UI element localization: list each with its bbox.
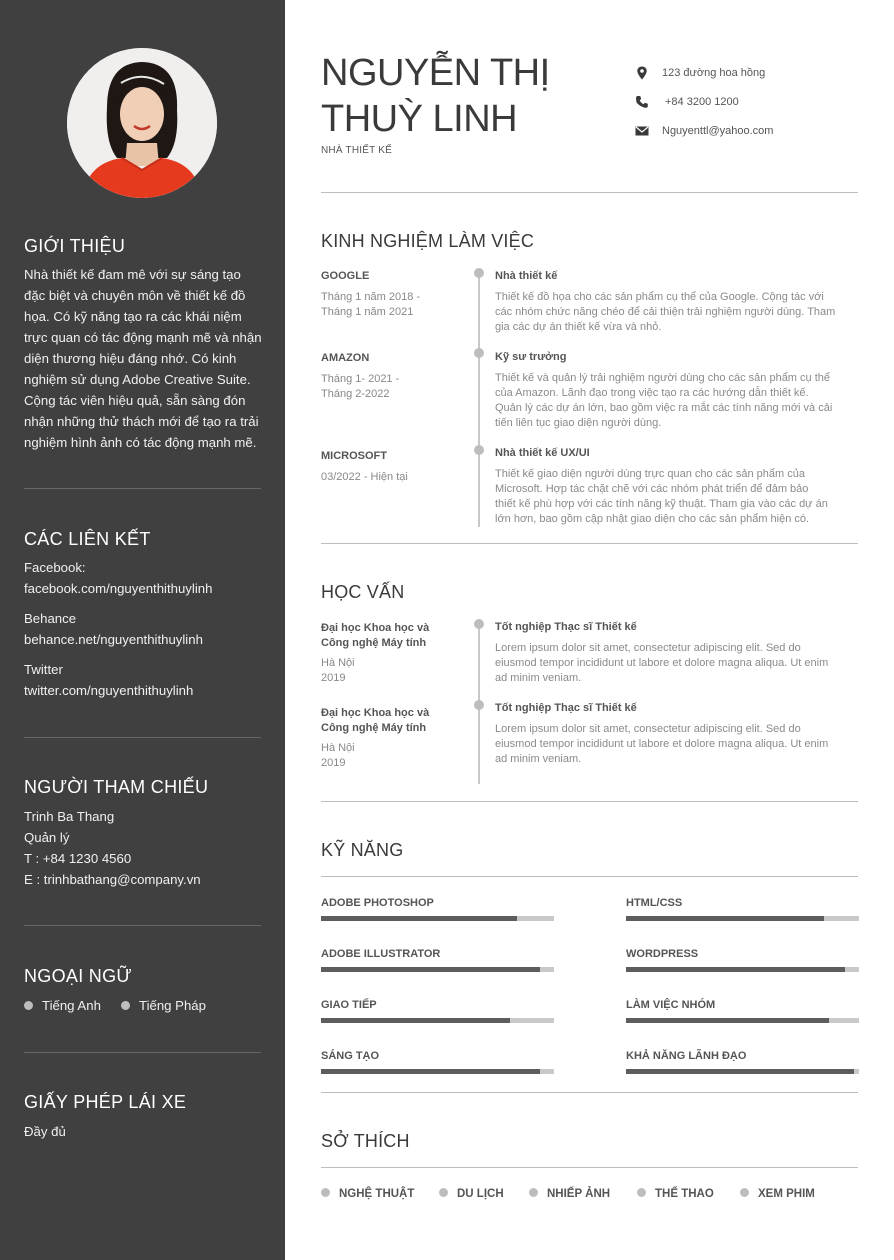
job-dates: 03/2022 - Hiện tại [321,471,408,483]
hobby-item: DU LỊCH [439,1188,504,1200]
bullet-icon [637,1188,646,1197]
skill-label: LÀM VIỆC NHÓM [626,999,716,1011]
reference-email: E : trinhbathang@company.vn [24,872,201,887]
job-description: Thiết kế đồ họa cho các sản phẩm cụ thể của Google. Cộng tác với các nhóm chức năng chéo để cải thiện trải nghiệm người dùng. Tham gia các dự án thiết kế vừa và nhỏ. [495,291,836,333]
link-behance[interactable]: behance.net/nguyenthithuylinh [24,632,203,647]
degree-title: Tốt nghiệp Thạc sĩ Thiết kế [495,702,637,714]
link-twitter[interactable]: twitter.com/nguyenthithuylinh [24,683,194,698]
links-title: CÁC LIÊN KẾT [24,529,151,549]
skill-bar-fill [321,1069,540,1074]
timeline-dot [474,268,484,278]
skill-label: SÁNG TẠO [321,1050,380,1062]
school-location: Hà Nội 2019 [321,657,355,684]
school-name: Đại học Khoa học và Công nghệ Máy tính [321,707,430,734]
bullet-icon [321,1188,330,1197]
divider [321,543,858,544]
timeline-dot [474,445,484,455]
bullet-icon [439,1188,448,1197]
degree-description: Lorem ipsum dolor sit amet, consectetur adipiscing elit. Sed do eiusmod tempor incididunt ut labore et dolore magna aliqua. Ut enim ad minim veniam. [495,723,829,765]
degree-description: Lorem ipsum dolor sit amet, consectetur adipiscing elit. Sed do eiusmod tempor incididunt ut labore et dolore magna aliqua. Ut enim ad minim veniam. [495,642,829,684]
skill-bar [626,916,859,921]
job-description: Thiết kế giao diện người dùng trực quan cho các sản phẩm của Microsoft. Hợp tác chặt chẽ với các nhóm phát triển để đảm bảo thiết kế phù hợp với các tính năng kỹ thuật. Tham gia vào các dự án lớn hơn, bao gồm cập nhật giao diện cho các sản phẩm hiện có. [495,468,828,525]
timeline-dot [474,700,484,710]
languages-title: NGOẠI NGỮ [24,966,133,986]
skill-bar-fill [626,967,845,972]
company-name: MICROSOFT [321,450,387,462]
skill-label: ADOBE PHOTOSHOP [321,897,434,909]
skill-bar [626,1069,859,1074]
bullet-icon [740,1188,749,1197]
reference-role: Quản lý [24,830,70,845]
job-position: Nhà thiết kế [495,270,558,282]
language-item: Tiếng Anh [24,998,101,1013]
link-label-twitter: Twitter [24,662,63,677]
skills-title: KỸ NĂNG [321,840,404,860]
sidebar [0,0,285,1260]
company-name: GOOGLE [321,270,370,282]
skill-bar [321,1018,554,1023]
skill-bar-fill [321,916,517,921]
bullet-icon [529,1188,538,1197]
hobby-item: NHIẾP ẢNH [529,1188,610,1200]
job-dates: Tháng 1 năm 2018 - Tháng 1 năm 2021 [321,291,421,318]
license-value: Đầy đủ [24,1124,66,1139]
link-label-behance: Behance [24,611,77,626]
education-title: HỌC VẤN [321,582,405,602]
skill-label: KHẢ NĂNG LÃNH ĐẠO [626,1050,747,1062]
job-position: Nhà thiết kế UX/UI [495,447,590,459]
skill-bar-fill [321,967,540,972]
experience-title: KINH NGHIỆM LÀM VIỆC [321,231,535,251]
references-title: NGƯỜI THAM CHIẾU [24,777,209,797]
skill-bar [626,967,859,972]
timeline-dot [474,619,484,629]
reference-phone: T : +84 1230 4560 [24,851,132,866]
full-name: NGUYỄN THỊ THUỲ LINH [321,52,550,140]
school-location: Hà Nội 2019 [321,742,355,769]
divider [321,1167,858,1168]
company-name: AMAZON [321,352,370,364]
language-item: Tiếng Pháp [121,998,206,1013]
degree-title: Tốt nghiệp Thạc sĩ Thiết kế [495,621,637,633]
divider [24,737,261,738]
skill-label: ADOBE ILLUSTRATOR [321,948,441,960]
link-label-facebook: Facebook: [24,560,86,575]
job-description: Thiết kế và quản lý trải nghiệm người dùng cho các sản phẩm cụ thể của Amazon. Lãnh đạo trong việc tạo ra các hướng dẫn thiết kế. Quản lý các dự án lớn, bao gồm việc ra mắt các tính năng mới và cải tiến liên tục giao diện người dùng. [495,372,833,429]
hobby-item: NGHỆ THUẬT [321,1188,414,1200]
skill-bar [321,916,554,921]
job-title: NHÀ THIẾT KẾ [321,145,392,156]
skill-bar [321,1069,554,1074]
job-dates: Tháng 1- 2021 - Tháng 2-2022 [321,373,400,400]
skill-bar [626,1018,859,1023]
skill-label: HTML/CSS [626,897,683,909]
phone-icon [635,95,649,109]
license-title: GIẤY PHÉP LÁI XE [24,1092,187,1112]
bullet-icon [24,1001,33,1010]
hobby-item: XEM PHIM [740,1188,815,1200]
bullet-icon [121,1001,130,1010]
timeline-dot [474,348,484,358]
divider [24,925,261,926]
profile-photo [67,48,217,198]
mail-icon [635,124,649,138]
intro-title: GIỚI THIỆU [24,236,126,256]
hobby-item: THỂ THAO [637,1188,714,1200]
divider [321,876,858,877]
divider [321,1092,858,1093]
hobbies-title: SỞ THÍCH [321,1131,410,1151]
skill-label: WORDPRESS [626,948,699,960]
divider [321,192,858,193]
divider [24,1052,261,1053]
skill-bar-fill [626,1069,854,1074]
school-name: Đại học Khoa học và Công nghệ Máy tính [321,622,430,649]
skill-label: GIAO TIẾP [321,999,377,1011]
divider [321,801,858,802]
skill-bar [321,967,554,972]
location-pin-icon [635,66,649,80]
skill-bar-fill [626,1018,829,1023]
avatar [67,48,217,198]
reference-name: Trinh Ba Thang [24,809,115,824]
skill-bar-fill [321,1018,510,1023]
link-facebook[interactable]: facebook.com/nguyenthithuylinh [24,581,213,596]
divider [24,488,261,489]
skill-bar-fill [626,916,824,921]
timeline-line [478,273,480,527]
job-position: Kỹ sư trưởng [495,351,567,363]
intro-text: Nhà thiết kế đam mê với sự sáng tạo đặc biệt và chuyên môn về thiết kế đồ họa. Có kỹ năng tạo ra các khái niệm trực quan có tác động mạnh mẽ và nhận diện thương hiệu đáng nhớ. Có kinh nghiệm sử dụng Adobe Creative Suite. Cộng tác viên hiệu quả, sẵn sàng đón nhận những thử thách mới để tạo ra trải nghiệm hình ảnh có tác động mạnh mẽ. [24,267,262,450]
